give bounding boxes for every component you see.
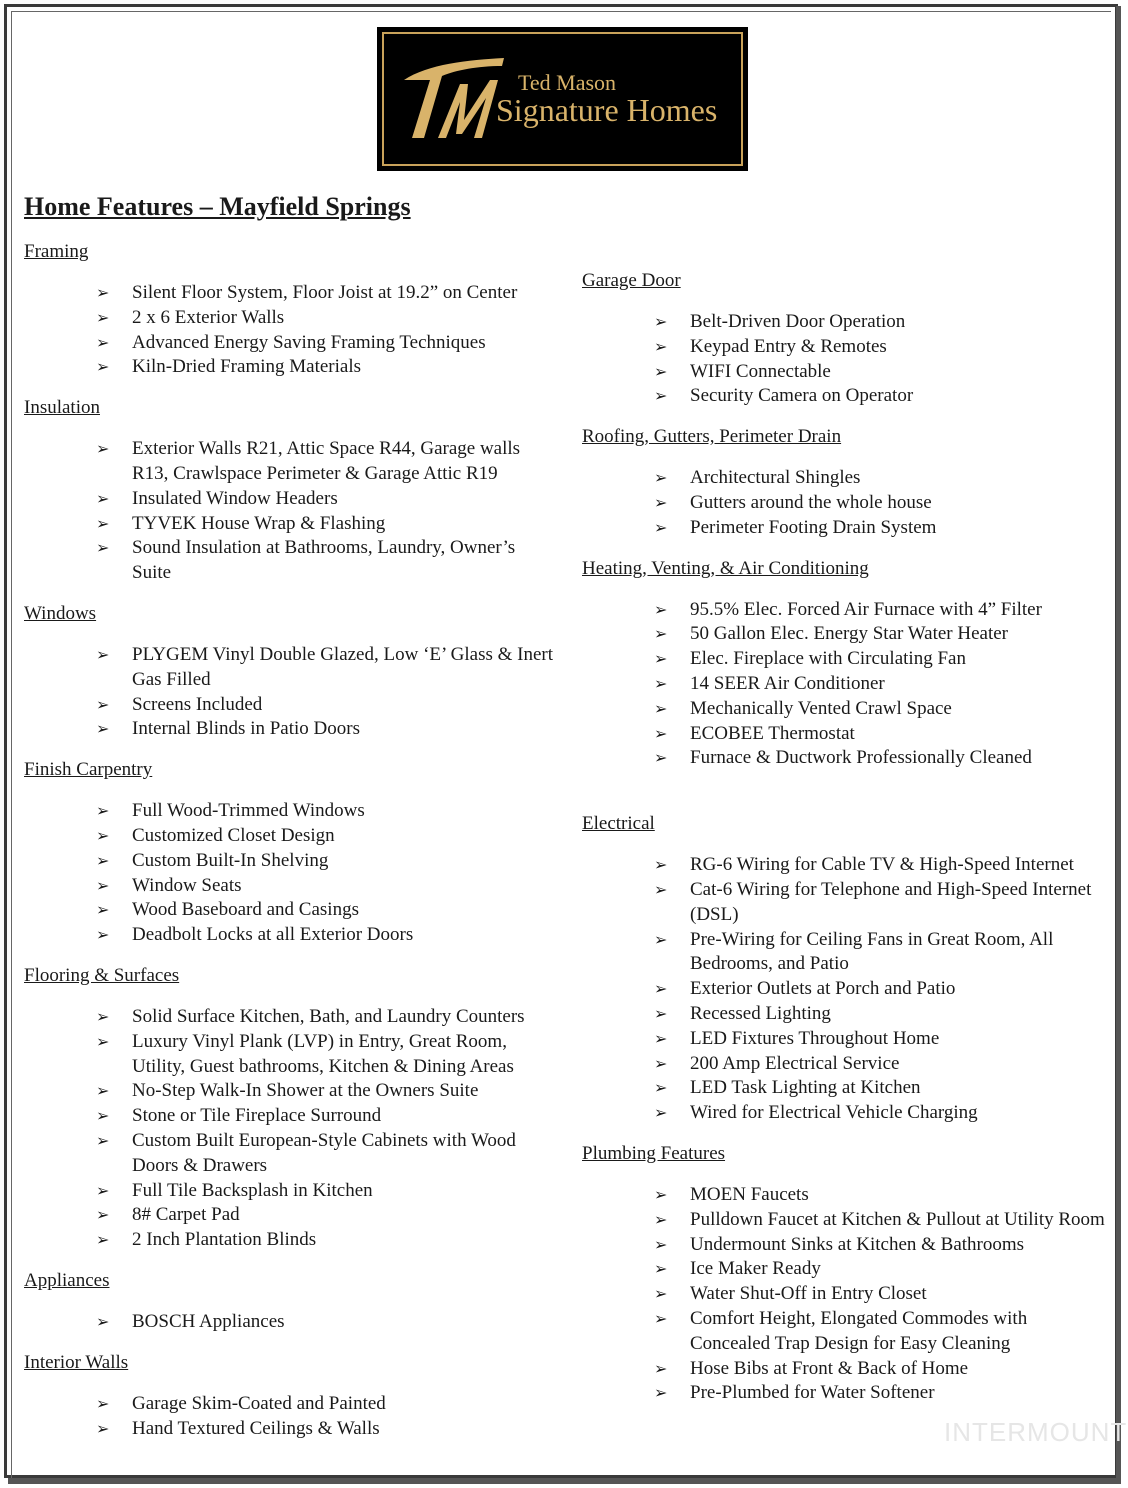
arrow-bullet-icon: ➢ bbox=[654, 312, 668, 331]
arrow-bullet-icon: ➢ bbox=[96, 850, 110, 870]
arrow-bullet-icon: ➢ bbox=[96, 513, 110, 533]
arrow-bullet-icon: ➢ bbox=[96, 307, 110, 327]
list-item-text: 200 Amp Electrical Service bbox=[690, 1052, 900, 1074]
list-item bbox=[654, 598, 1112, 623]
arrow-bullet-icon: ➢ bbox=[654, 1308, 668, 1328]
feature-list-interior-walls bbox=[24, 1392, 554, 1442]
list-item bbox=[654, 1183, 1112, 1208]
arrow-bullet-icon: ➢ bbox=[96, 1180, 110, 1200]
list-item-text: Pulldown Faucet at Kitchen & Pullout at Utility Room bbox=[690, 1208, 1105, 1230]
list-item-text: RG-6 Wiring for Cable TV & High-Speed Internet bbox=[690, 854, 1074, 876]
list-item bbox=[96, 355, 554, 380]
arrow-bullet-icon: ➢ bbox=[96, 801, 110, 821]
list-item-text: LED Fixtures Throughout Home bbox=[690, 1027, 940, 1049]
list-item-text: 50 Gallon Elec. Energy Star Water Heater bbox=[690, 623, 1009, 645]
section-heading-plumbing-features: Plumbing Features bbox=[582, 1142, 726, 1164]
arrow-bullet-icon: ➢ bbox=[654, 624, 668, 644]
arrow-bullet-icon: ➢ bbox=[654, 1358, 668, 1378]
arrow-bullet-icon: ➢ bbox=[654, 1028, 668, 1048]
list-item-text: Custom Built-In Shelving bbox=[132, 849, 329, 871]
list-item-text: 2 Inch Plantation Blinds bbox=[132, 1229, 317, 1251]
list-item bbox=[654, 1208, 1112, 1233]
list-item-text: Kiln-Dried Framing Materials bbox=[132, 356, 362, 378]
list-item-text: Exterior Outlets at Porch and Patio bbox=[690, 978, 956, 1000]
list-item-text: WIFI Connectable bbox=[690, 360, 831, 382]
arrow-bullet-icon: ➢ bbox=[654, 386, 668, 406]
arrow-bullet-icon: ➢ bbox=[654, 698, 668, 718]
list-item-text: Wood Baseboard and Casings bbox=[132, 899, 359, 921]
arrow-bullet-icon: ➢ bbox=[96, 1006, 110, 1026]
list-item bbox=[96, 1079, 554, 1104]
list-item bbox=[654, 622, 1112, 647]
right-feature-column bbox=[582, 269, 1112, 1422]
list-item bbox=[96, 643, 554, 693]
list-item bbox=[96, 799, 554, 824]
page-shadow-bottom bbox=[8, 1478, 1121, 1484]
list-item bbox=[96, 1417, 554, 1442]
arrow-bullet-icon: ➢ bbox=[96, 825, 110, 845]
list-item-text: Advanced Energy Saving Framing Techniques bbox=[132, 331, 486, 353]
arrow-bullet-icon: ➢ bbox=[654, 336, 668, 356]
section-heading-finish-carpentry: Finish Carpentry bbox=[24, 759, 153, 781]
list-item bbox=[96, 331, 554, 356]
arrow-bullet-icon: ➢ bbox=[654, 855, 668, 875]
list-item bbox=[96, 306, 554, 331]
list-item-text: 2 x 6 Exterior Walls bbox=[132, 306, 285, 328]
list-item-text: Ice Maker Ready bbox=[690, 1258, 821, 1280]
arrow-bullet-icon: ➢ bbox=[96, 1031, 110, 1051]
list-item-text: Full Tile Backsplash in Kitchen bbox=[132, 1179, 373, 1201]
page-title: Home Features – Mayfield Springs bbox=[24, 192, 411, 221]
list-item bbox=[96, 1030, 554, 1080]
list-item bbox=[654, 516, 1112, 541]
arrow-bullet-icon: ➢ bbox=[654, 1053, 668, 1073]
list-item bbox=[654, 853, 1112, 878]
list-item bbox=[654, 1052, 1112, 1077]
list-item bbox=[654, 672, 1112, 697]
feature-list-insulation bbox=[24, 437, 554, 586]
list-item-text: LED Task Lighting at Kitchen bbox=[690, 1077, 921, 1099]
list-item bbox=[654, 1357, 1112, 1382]
list-item-text: Stone or Tile Fireplace Surround bbox=[132, 1105, 382, 1127]
list-item-text: 8# Carpet Pad bbox=[132, 1204, 240, 1226]
arrow-bullet-icon: ➢ bbox=[96, 1418, 110, 1438]
company-logo bbox=[377, 27, 748, 171]
logo-name: Ted Mason bbox=[518, 70, 617, 95]
list-item bbox=[654, 722, 1112, 747]
feature-list-windows bbox=[24, 643, 554, 742]
arrow-bullet-icon: ➢ bbox=[96, 1130, 110, 1150]
list-item-text: Pre-Plumbed for Water Softener bbox=[690, 1382, 935, 1404]
list-item bbox=[654, 310, 1112, 335]
list-item bbox=[96, 1310, 554, 1335]
list-item bbox=[654, 1233, 1112, 1258]
list-item-text: Cat-6 Wiring for Telephone and High-Speed Internet (DSL) bbox=[690, 878, 1092, 925]
list-item bbox=[96, 874, 554, 899]
list-item bbox=[96, 1392, 554, 1417]
list-item-text: Wired for Electrical Vehicle Charging bbox=[690, 1102, 978, 1124]
list-item-text: Window Seats bbox=[132, 874, 242, 896]
list-item-text: Screens Included bbox=[132, 693, 263, 715]
feature-list-heating-venting-air-conditioning bbox=[582, 598, 1112, 772]
section-heading-flooring-surfaces: Flooring & Surfaces bbox=[24, 964, 180, 986]
list-item-text: ECOBEE Thermostat bbox=[690, 722, 855, 744]
feature-list-plumbing-features bbox=[582, 1183, 1112, 1406]
list-item-text: Custom Built European-Style Cabinets with Wood Doors & Drawers bbox=[132, 1129, 516, 1176]
list-item bbox=[96, 1005, 554, 1030]
logo-tagline: Signature Homes bbox=[496, 92, 718, 128]
arrow-bullet-icon: ➢ bbox=[96, 925, 110, 945]
list-item-text: No-Step Walk-In Shower at the Owners Suite bbox=[132, 1080, 479, 1102]
list-item bbox=[654, 1381, 1112, 1406]
arrow-bullet-icon: ➢ bbox=[96, 283, 110, 302]
list-item-text: Mechanically Vented Crawl Space bbox=[690, 697, 952, 719]
list-item-text: Silent Floor System, Floor Joist at 19.2” on Center bbox=[132, 282, 518, 303]
arrow-bullet-icon: ➢ bbox=[96, 332, 110, 352]
list-item-text: Undermount Sinks at Kitchen & Bathrooms bbox=[690, 1233, 1025, 1255]
list-item bbox=[96, 487, 554, 512]
list-item-text: Solid Surface Kitchen, Bath, and Laundry Counters bbox=[132, 1005, 525, 1027]
list-item bbox=[654, 697, 1112, 722]
list-item bbox=[654, 928, 1112, 978]
arrow-bullet-icon: ➢ bbox=[654, 1103, 668, 1123]
list-item-text: Gutters around the whole house bbox=[690, 491, 932, 513]
arrow-bullet-icon: ➢ bbox=[96, 538, 110, 558]
arrow-bullet-icon: ➢ bbox=[96, 1311, 110, 1331]
list-item bbox=[96, 1179, 554, 1204]
arrow-bullet-icon: ➢ bbox=[654, 492, 668, 512]
arrow-bullet-icon: ➢ bbox=[96, 1106, 110, 1126]
list-item bbox=[654, 491, 1112, 516]
list-item-text: Keypad Entry & Remotes bbox=[690, 335, 887, 357]
list-item bbox=[654, 384, 1112, 409]
arrow-bullet-icon: ➢ bbox=[654, 517, 668, 537]
arrow-bullet-icon: ➢ bbox=[654, 599, 668, 619]
list-item-text: 95.5% Elec. Forced Air Furnace with 4” Filter bbox=[690, 598, 1042, 620]
section-heading-garage-door: Garage Door bbox=[582, 270, 681, 291]
arrow-bullet-icon: ➢ bbox=[96, 719, 110, 739]
feature-list-finish-carpentry bbox=[24, 799, 554, 948]
list-item bbox=[654, 1257, 1112, 1282]
arrow-bullet-icon: ➢ bbox=[654, 361, 668, 381]
arrow-bullet-icon: ➢ bbox=[96, 357, 110, 377]
arrow-bullet-icon: ➢ bbox=[654, 979, 668, 999]
logo-frame bbox=[382, 32, 743, 166]
arrow-bullet-icon: ➢ bbox=[654, 1383, 668, 1403]
watermark: INTERMOUNT bbox=[944, 1417, 1128, 1447]
arrow-bullet-icon: ➢ bbox=[654, 649, 668, 669]
section-heading-heating-venting-air-conditioning: Heating, Venting, & Air Conditioning bbox=[582, 557, 869, 579]
arrow-bullet-icon: ➢ bbox=[96, 900, 110, 920]
list-item bbox=[654, 977, 1112, 1002]
list-item bbox=[654, 1002, 1112, 1027]
list-item bbox=[96, 898, 554, 923]
list-item-text: Exterior Walls R21, Attic Space R44, Garage walls R13, Crawlspace Perimeter & Garage Attic R19 bbox=[132, 438, 521, 484]
list-item-text: Elec. Fireplace with Circulating Fan bbox=[690, 648, 966, 670]
list-item bbox=[96, 1129, 554, 1179]
list-item-text: 14 SEER Air Conditioner bbox=[690, 672, 885, 694]
list-item-text: Comfort Height, Elongated Commodes with Concealed Trap Design for Easy Cleaning bbox=[690, 1307, 1028, 1354]
arrow-bullet-icon: ➢ bbox=[654, 673, 668, 693]
arrow-bullet-icon: ➢ bbox=[654, 1209, 668, 1229]
list-item bbox=[96, 923, 554, 948]
list-item-text: Pre-Wiring for Ceiling Fans in Great Room, All Bedrooms, and Patio bbox=[690, 928, 1054, 975]
list-item bbox=[654, 1027, 1112, 1052]
arrow-bullet-icon: ➢ bbox=[654, 1234, 668, 1254]
list-item-text: Sound Insulation at Bathrooms, Laundry, Owner’s Suite bbox=[132, 537, 516, 584]
list-item-text: Hose Bibs at Front & Back of Home bbox=[690, 1357, 969, 1379]
arrow-bullet-icon: ➢ bbox=[654, 1284, 668, 1304]
list-item bbox=[96, 849, 554, 874]
list-item bbox=[96, 437, 554, 487]
list-item-text: Garage Skim-Coated and Painted bbox=[132, 1392, 386, 1414]
list-item-text: BOSCH Appliances bbox=[132, 1310, 285, 1332]
list-item-text: Security Camera on Operator bbox=[690, 385, 914, 407]
section-heading-insulation: Insulation bbox=[24, 397, 100, 419]
arrow-bullet-icon: ➢ bbox=[654, 1259, 668, 1279]
arrow-bullet-icon: ➢ bbox=[654, 1078, 668, 1098]
list-item bbox=[654, 466, 1112, 491]
list-item-text: Deadbolt Locks at all Exterior Doors bbox=[132, 924, 414, 946]
section-heading-appliances: Appliances bbox=[24, 1269, 110, 1291]
feature-list-flooring-surfaces bbox=[24, 1005, 554, 1253]
list-item bbox=[654, 1307, 1112, 1357]
list-item bbox=[654, 1282, 1112, 1307]
logo-initials: TM bbox=[398, 50, 400, 51]
arrow-bullet-icon: ➢ bbox=[96, 644, 110, 664]
left-feature-column bbox=[24, 240, 554, 1457]
feature-list-electrical bbox=[582, 853, 1112, 1126]
list-item-text: Internal Blinds in Patio Doors bbox=[132, 718, 360, 740]
list-item bbox=[96, 1203, 554, 1228]
list-item-text: Full Wood-Trimmed Windows bbox=[132, 800, 365, 822]
list-item-text: PLYGEM Vinyl Double Glazed, Low ‘E’ Glass & Inert Gas Filled bbox=[132, 643, 554, 690]
feature-list-roofing-gutters-perimeter-drain bbox=[582, 466, 1112, 540]
arrow-bullet-icon: ➢ bbox=[96, 1393, 110, 1413]
list-item bbox=[96, 281, 554, 306]
arrow-bullet-icon: ➢ bbox=[654, 723, 668, 743]
arrow-bullet-icon: ➢ bbox=[96, 875, 110, 895]
list-item-text: Recessed Lighting bbox=[690, 1002, 831, 1024]
arrow-bullet-icon: ➢ bbox=[654, 1003, 668, 1023]
list-item-text: Insulated Window Headers bbox=[132, 487, 338, 509]
list-item bbox=[654, 335, 1112, 360]
arrow-bullet-icon: ➢ bbox=[654, 1184, 668, 1204]
feature-list-appliances bbox=[24, 1310, 554, 1335]
arrow-bullet-icon: ➢ bbox=[96, 1230, 110, 1250]
list-item bbox=[96, 512, 554, 537]
arrow-bullet-icon: ➢ bbox=[96, 1205, 110, 1225]
list-item bbox=[654, 1101, 1112, 1126]
arrow-bullet-icon: ➢ bbox=[654, 879, 668, 899]
list-item-text: Water Shut-Off in Entry Closet bbox=[690, 1283, 927, 1305]
section-heading-interior-walls: Interior Walls bbox=[24, 1351, 129, 1373]
list-item bbox=[96, 824, 554, 849]
section-heading-windows: Windows bbox=[24, 602, 97, 624]
section-heading-electrical: Electrical bbox=[582, 813, 655, 835]
arrow-bullet-icon: ➢ bbox=[654, 929, 668, 949]
list-item-text: Architectural Shingles bbox=[690, 467, 861, 489]
list-item-text: MOEN Faucets bbox=[690, 1183, 809, 1205]
feature-list-garage-door bbox=[582, 310, 1112, 409]
section-heading-roofing-gutters-perimeter-drain: Roofing, Gutters, Perimeter Drain bbox=[582, 426, 842, 448]
arrow-bullet-icon: ➢ bbox=[96, 694, 110, 714]
list-item bbox=[654, 878, 1112, 928]
list-item-text: Luxury Vinyl Plank (LVP) in Entry, Great Room, Utility, Guest bathrooms, Kitchen & Dining Areas bbox=[132, 1030, 514, 1077]
list-item bbox=[654, 360, 1112, 385]
list-item bbox=[96, 717, 554, 742]
list-item-text: Perimeter Footing Drain System bbox=[690, 516, 937, 538]
page-shadow-right bbox=[1116, 6, 1121, 1484]
list-item-text: Hand Textured Ceilings & Walls bbox=[132, 1417, 380, 1439]
list-item bbox=[654, 746, 1112, 771]
list-item-text: Furnace & Ductwork Professionally Cleaned bbox=[690, 747, 1032, 769]
list-item-text: Belt-Driven Door Operation bbox=[690, 311, 906, 332]
list-item bbox=[96, 1228, 554, 1253]
section-heading-framing: Framing bbox=[24, 241, 89, 262]
feature-list-framing bbox=[24, 281, 554, 380]
list-item-text: TYVEK House Wrap & Flashing bbox=[132, 512, 386, 534]
tm-monogram-icon bbox=[398, 50, 510, 146]
list-item bbox=[654, 1076, 1112, 1101]
arrow-bullet-icon: ➢ bbox=[654, 468, 668, 488]
list-item bbox=[96, 1104, 554, 1129]
list-item bbox=[96, 536, 554, 586]
arrow-bullet-icon: ➢ bbox=[96, 439, 110, 459]
arrow-bullet-icon: ➢ bbox=[96, 488, 110, 508]
arrow-bullet-icon: ➢ bbox=[96, 1081, 110, 1101]
list-item bbox=[96, 693, 554, 718]
list-item-text: Customized Closet Design bbox=[132, 824, 335, 846]
arrow-bullet-icon: ➢ bbox=[654, 748, 668, 768]
list-item bbox=[654, 647, 1112, 672]
